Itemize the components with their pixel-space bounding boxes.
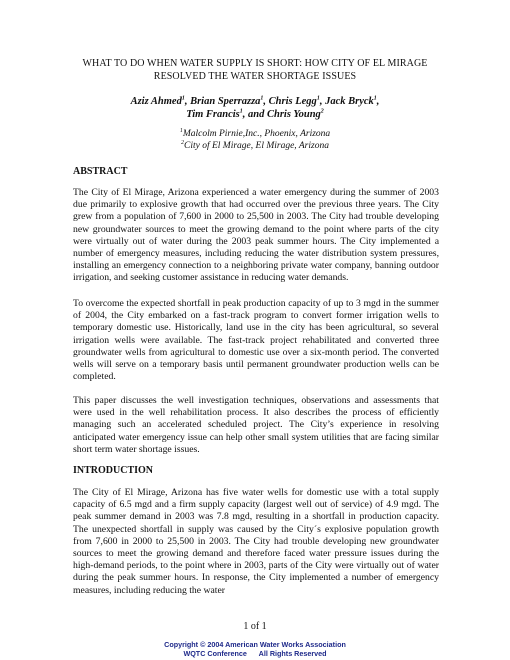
introduction-heading: INTRODUCTION (73, 465, 154, 476)
author-separator: , (319, 96, 326, 107)
abstract-paragraph-3: This paper discusses the well investigation techniques, observations and assessments that were used in the well rehabilitation process. It also describes the process of efficiently managing such an accelerated scheduled project. The City’s experience in resolving anticipated water emergency issue can help other small system utilities that are facing similar short term water shortage issues. (73, 395, 439, 455)
author-name: Chris Legg (268, 96, 317, 107)
copyright-line-2: WQTC Conference All Rights Reserved (183, 648, 327, 658)
paper-title (60, 58, 450, 83)
affiliation-mark: 2 (181, 139, 185, 146)
author-name: Chris Young (266, 109, 321, 120)
affiliation-mark: 1 (260, 95, 264, 102)
affiliations (60, 128, 450, 152)
author-name: Tim Francis (186, 109, 240, 120)
affiliation-mark: 1 (181, 95, 185, 102)
page-number: 1 of 1 (243, 621, 267, 632)
affiliation-text: City of El Mirage, El Mirage, Arizona (184, 141, 329, 151)
author-separator: , (184, 96, 191, 107)
affiliation-mark: 1 (316, 95, 320, 102)
affiliation-text: Malcolm Pirnie,Inc., Phoenix, Arizona (182, 129, 331, 139)
author-line-1 (60, 95, 450, 108)
author-name: Aziz Ahmed (130, 96, 182, 107)
author-separator: , and (242, 109, 267, 120)
abstract-heading: ABSTRACT (73, 166, 128, 177)
affiliation-mark: 1 (239, 108, 243, 115)
affiliation-mark: 2 (320, 108, 324, 115)
abstract-paragraph-2: To overcome the expected shortfall in peak production capacity of up to 3 mgd in the summer of 2004, the City embarked on a fast-track program to convert former irrigation wells to temporary domestic use. Historically, land use in the city has been agricultural, so several irrigation wells were available. The fast-track project rehabilitated and converted three groundwater wells from agricultural to domestic use over a six-month period. The converted wells will serve on a temporary basis until permanent groundwater production wells can be completed. (73, 298, 439, 383)
title-line-2: RESOLVED THE WATER SHORTAGE ISSUES (153, 70, 357, 82)
affiliation-mark: 1 (179, 127, 183, 134)
author-separator: , (263, 96, 269, 107)
author-name: Jack Bryck (325, 96, 374, 107)
copyright-line-1: Copyright © 2004 American Water Works Association (164, 640, 346, 649)
affiliation-mark: 1 (373, 95, 377, 102)
title-line-1: WHAT TO DO WHEN WATER SUPPLY IS SHORT: HOW CITY OF EL MIRAGE (82, 58, 428, 69)
copyright-footer (0, 641, 510, 659)
author-line-2 (60, 108, 450, 121)
affiliation-2 (60, 140, 450, 152)
author-name: Brian Sperrazza (190, 96, 261, 107)
abstract-paragraph-1: The City of El Mirage, Arizona experienced a water emergency during the summer of 2003 due primarily to explosive growth that had occurred over the previous three years. The City grew from a population of 7,600 in 2000 to 25,500 in 2003. The City had trouble developing new groundwater sources to meet the growing demand to the point where parts of the city were virtually out of water during the 2003 peak summer hours. The City implemented a number of emergency measures, including reducing the water distribution system pressures, installing an emergency connection to a neighboring private water company, banning outdoor irrigation, and seeking customer assistance in reducing water demands. (73, 187, 439, 284)
author-separator: , (376, 96, 380, 107)
author-list (60, 95, 450, 121)
introduction-paragraph-1: The City of El Mirage, Arizona has five water wells for domestic use with a total supply capacity of 6.5 mgd and a firm supply capacity (largest well out of service) of 4.9 mgd. The peak summer demand in 2003 was 7.8 mgd, resulting in a shortfall in production capacity. The unexpected shortfall in supply was caused by the City´s explosive population growth from 7,600 in 2000 to 25,500 in 2003. The City had trouble developing new groundwater sources to meet the growing demand and therefore faced water pressure issues during the high-demand periods, to the point where in 2003, parts of the City were virtually out of water during the peak summer hours. In response, the City implemented a number of emergency measures, including reducing the water (73, 487, 439, 596)
affiliation-1 (60, 128, 450, 140)
